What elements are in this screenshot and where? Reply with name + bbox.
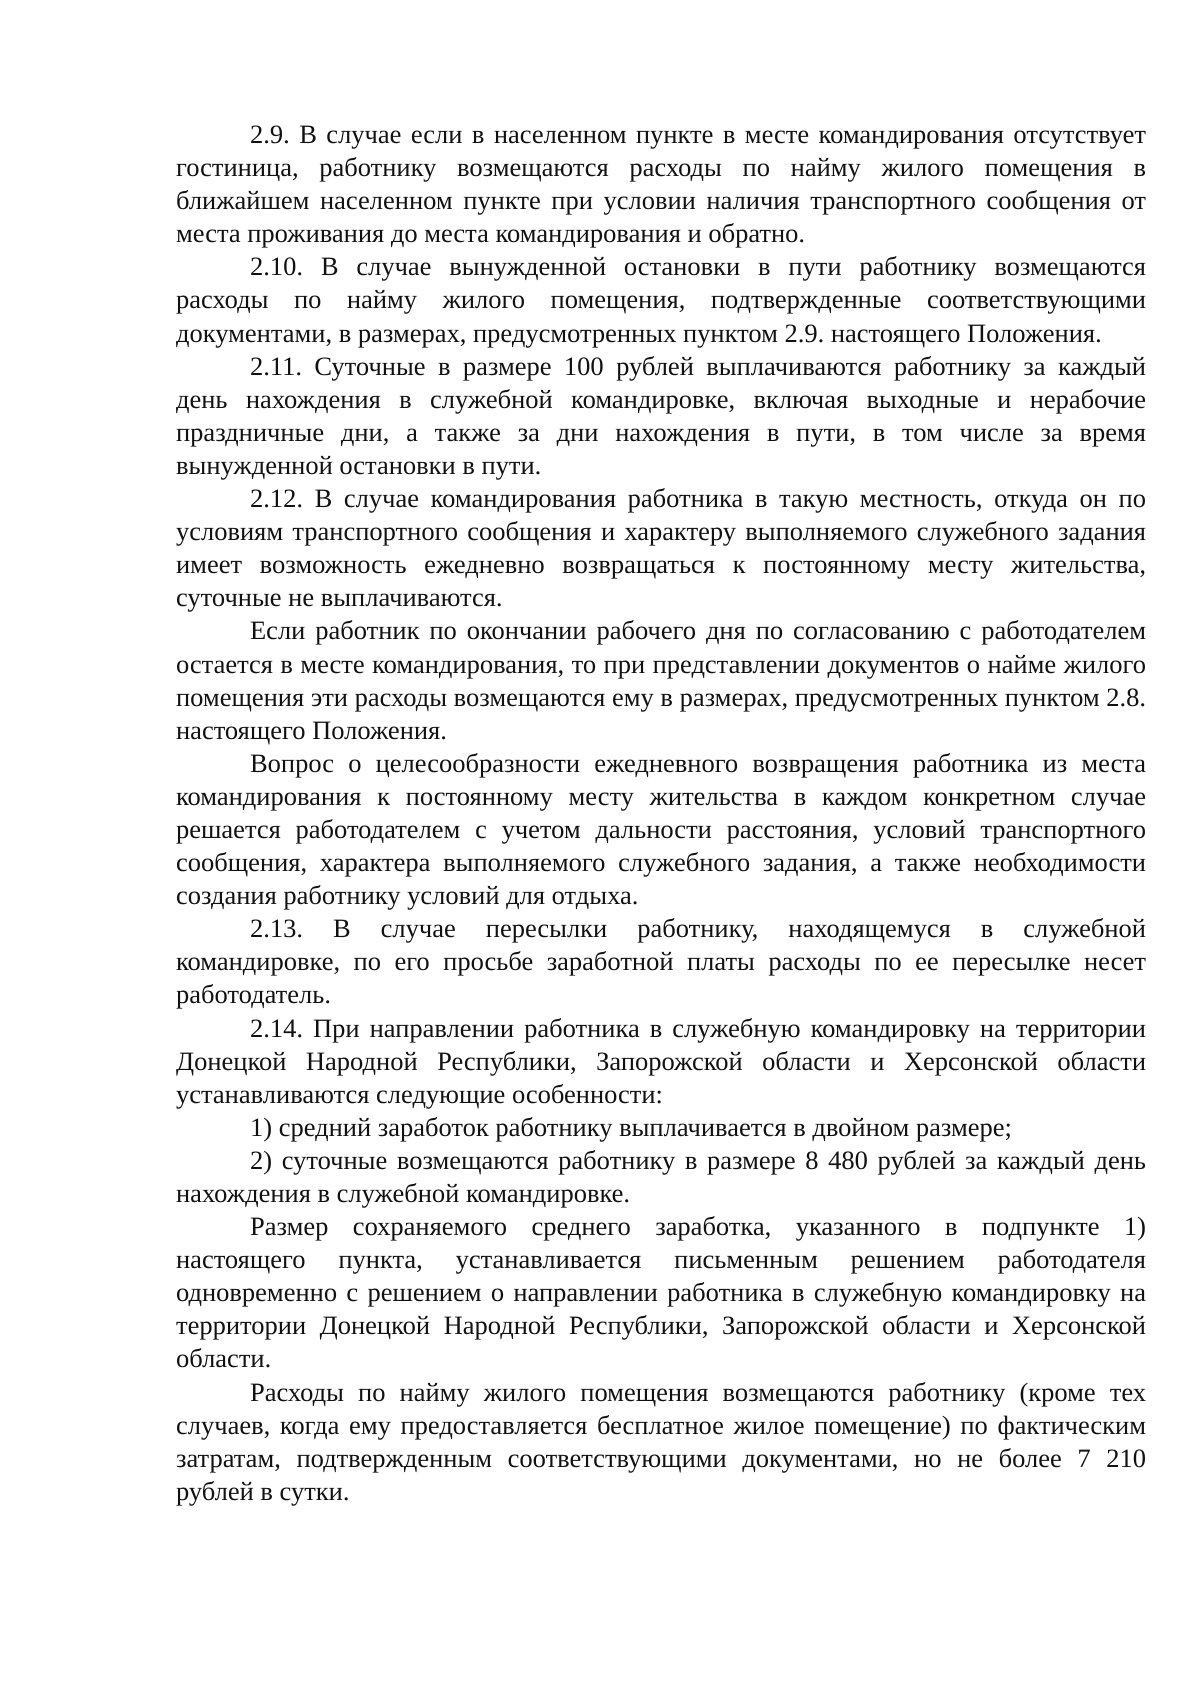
paragraph-2-12: 2.12. В случае командирования работника в такую местность, откуда он по условиям транспортного сообщения и характеру выполняемого служебного задания имеет возможность ежедневно возвращаться к постоянному месту жительства, суточные не выплачиваются. bbox=[176, 483, 1146, 613]
paragraph-daily-return: Вопрос о целесообразности ежедневного возвращения работника из места командирования к постоянному месту жительства в каждом конкретном случае решается работодателем с учетом дальности расстояния, условий транспортного сообщения, характера выполняемого служебного задания, а также необходимости создания работнику условий для отдыха. bbox=[176, 747, 1146, 911]
list-item-2: 2) суточные возмещаются работнику в размере 8 480 рублей за каждый день нахождения в служебной командировке. bbox=[176, 1144, 1146, 1208]
paragraph-2-11: 2.11. Суточные в размере 100 рублей выплачиваются работнику за каждый день нахождения в служебной командировке, включая выходные и нерабочие праздничные дни, а также за дни нахождения в пути, в том числе за время вынужденной остановки в пути. bbox=[176, 350, 1146, 480]
paragraph-2-9: 2.9. В случае если в населенном пункте в месте командирования отсутствует гостиница, работнику возмещаются расходы по найму жилого помещения в ближайшем населенном пункте при условии наличия транспортного сообщения от места проживания до места командирования и обратно. bbox=[176, 119, 1146, 249]
list-item-1: 1) средний заработок работнику выплачивается в двойном размере; bbox=[250, 1111, 1012, 1142]
paragraph-2-10: 2.10. В случае вынужденной остановки в пути работнику возмещаются расходы по найму жилого помещения, подтвержденные соответствующими документами, в размерах, предусмотренных пунктом 2.9. настоящего Положения. bbox=[176, 251, 1146, 348]
paragraph-2-14: 2.14. При направлении работника в служебную командировку на территории Донецкой Народной Республики, Запорожской области и Херсонской области устанавливаются следующие особенности: bbox=[176, 1012, 1146, 1109]
paragraph-average-earnings: Размер сохраняемого среднего заработка, указанного в подпункте 1) настоящего пункта, устанавливается письменным решением работодателя одновременно с решением о направлении работника в служебную командировку на территории Донецкой Народной Республики, Запорожской области и Херсонской области. bbox=[176, 1211, 1146, 1374]
paragraph-overnight-stay: Если работник по окончании рабочего дня по согласованию с работодателем остается в месте командирования, то при представлении документов о найме жилого помещения эти расходы возмещаются ему в размерах, предусмотренных пунктом 2.8. настоящего Положения. bbox=[176, 615, 1146, 745]
document-page bbox=[176, 118, 1146, 1508]
paragraph-accommodation-expenses: Расходы по найму жилого помещения возмещаются работнику (кроме тех случаев, когда ему предоставляется бесплатное жилое помещение) по фактическим затратам, подтвержденным соответствующими документами, но не более 7 210 рублей в сутки. bbox=[176, 1376, 1146, 1506]
paragraph-2-13: 2.13. В случае пересылки работнику, находящемуся в служебной командировке, по его просьбе заработной платы расходы по ее пересылке несет работодатель. bbox=[176, 913, 1146, 1010]
